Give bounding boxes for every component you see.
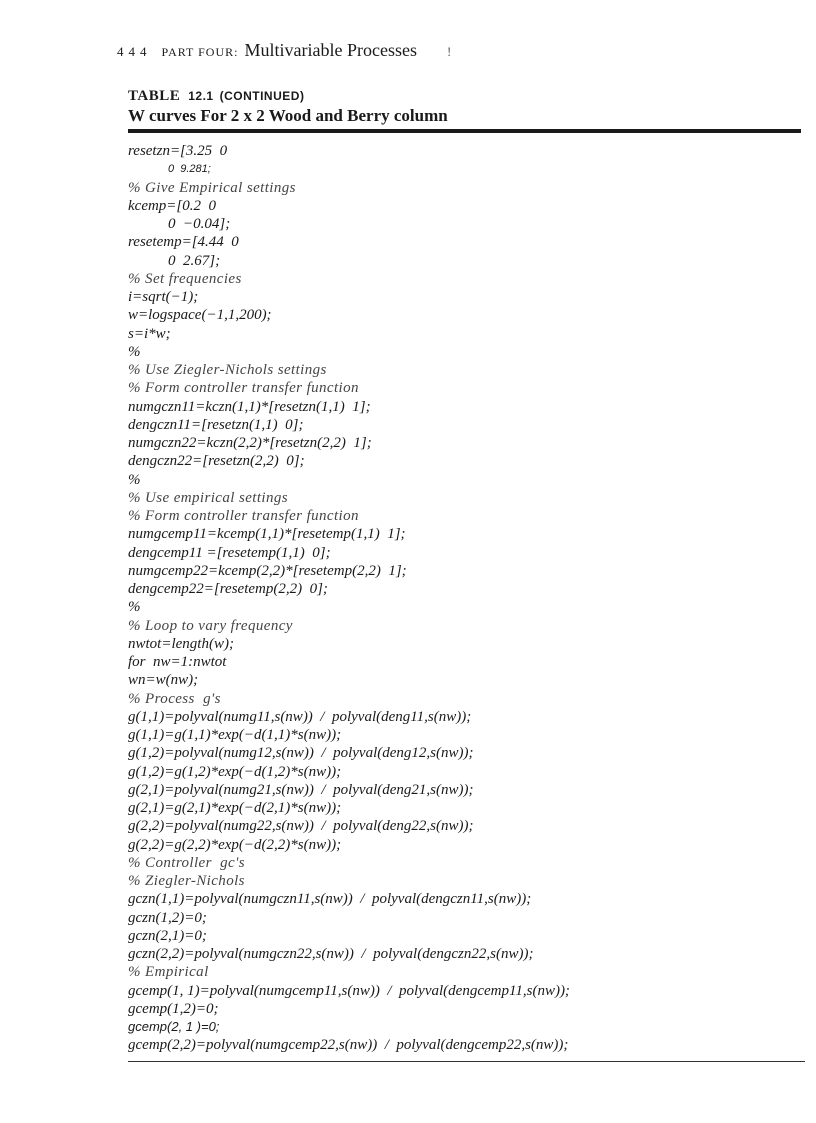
code-line: gczn(1,1)=polyval(numgczn11,s(nw)) / polyval(dengczn11,s(nw)); — [128, 891, 532, 908]
code-line: for nw=1:nwtot — [128, 654, 227, 670]
code-line: dengczn11=[resetzn(1,1) 0]; — [128, 416, 304, 433]
table-title: W curves For 2 x 2 Wood and Berry column — [128, 106, 448, 125]
code-line: gcemp(2,2)=polyval(numgcemp22,s(nw)) / polyval(dengcemp22,s(nw)); — [128, 1037, 569, 1054]
code-line: % Loop to vary frequency — [128, 617, 293, 634]
code-line: % Empirical — [128, 964, 209, 981]
code-line: % — [128, 343, 141, 360]
code-line: g(2,1)=g(2,1)*exp(−d(2,1)*s(nw)); — [128, 800, 342, 816]
table-caption — [128, 88, 448, 126]
code-line: dengcemp11 =[resetemp(1,1) 0]; — [128, 544, 331, 561]
code-line: dengcemp22=[resetemp(2,2) 0]; — [128, 581, 328, 597]
code-line: g(1,2)=g(1,2)*exp(−d(1,2)*s(nw)); — [128, 763, 342, 780]
stray-mark: ! — [446, 44, 452, 59]
table-top-rule — [128, 129, 801, 133]
code-line: g(2,1)=polyval(numg21,s(nw)) / polyval(deng21,s(nw)); — [128, 781, 474, 798]
code-line: g(1,2)=polyval(numg12,s(nw)) / polyval(deng12,s(nw)); — [128, 745, 474, 762]
code-line: numgcemp22=kcemp(2,2)*[resetemp(2,2) 1]; — [128, 562, 407, 579]
code-line: % Form controller transfer function — [128, 380, 359, 397]
code-line: g(2,2)=g(2,2)*exp(−d(2,2)*s(nw)); — [128, 836, 342, 853]
code-line: gczn(2,2)=polyval(numgczn22,s(nw)) / polyval(dengczn22,s(nw)); — [128, 946, 534, 962]
code-line: gczn(2,1)=0; — [128, 927, 207, 944]
code-line: resetemp=[4.44 0 — [128, 234, 239, 251]
code-line: dengczn22=[resetzn(2,2) 0]; — [128, 453, 305, 470]
code-line: gcemp(2, 1 )=0; — [128, 1019, 220, 1034]
code-line: w=logspace(−1,1,200); — [128, 307, 272, 324]
code-line: % — [128, 471, 141, 488]
code-line: numgcemp11=kcemp(1,1)*[resetemp(1,1) 1]; — [128, 526, 406, 543]
table-bottom-rule — [128, 1061, 805, 1062]
code-line: gcemp(1,2)=0; — [128, 1000, 219, 1017]
code-line: i=sqrt(−1); — [128, 289, 199, 305]
code-line: % — [128, 599, 141, 616]
code-line: % Ziegler-Nichols — [128, 873, 245, 889]
code-line: % Give Empirical settings — [128, 179, 296, 196]
code-line: % Process g's — [128, 690, 221, 707]
table-number: 12.1 — [188, 89, 214, 103]
code-listing — [128, 142, 798, 1055]
code-line: numgczn22=kczn(2,2)*[resetzn(2,2) 1]; — [128, 435, 372, 451]
page-number: 444 — [117, 44, 152, 59]
code-line: % Use Ziegler-Nichols settings — [128, 362, 327, 378]
running-header — [117, 40, 451, 62]
chapter-title: Multivariable Processes — [244, 40, 417, 60]
code-line: g(2,2)=polyval(numg22,s(nw)) / polyval(deng22,s(nw)); — [128, 818, 474, 835]
code-line: % Controller gc's — [128, 854, 245, 871]
code-line: nwtot=length(w); — [128, 635, 234, 652]
code-line: kcemp=[0.2 0 — [128, 197, 217, 214]
part-label: PART FOUR: — [161, 45, 239, 59]
code-line: gcemp(1, 1)=polyval(numgcemp11,s(nw)) / polyval(dengcemp11,s(nw)); — [128, 982, 570, 999]
code-line: g(1,1)=g(1,1)*exp(−d(1,1)*s(nw)); — [128, 727, 342, 743]
code-line: s=i*w; — [128, 325, 171, 342]
code-line: % Use empirical settings — [128, 489, 288, 506]
code-line: numgczn11=kczn(1,1)*[resetzn(1,1) 1]; — [128, 398, 371, 415]
table-continued: (CONTINUED) — [219, 89, 305, 103]
code-line: % Set frequencies — [128, 270, 242, 287]
code-line: resetzn=[3.25 0 — [128, 143, 228, 159]
table-label-line — [128, 88, 448, 105]
code-line: g(1,1)=polyval(numg11,s(nw)) / polyval(deng11,s(nw)); — [128, 708, 472, 725]
code-line: gczn(1,2)=0; — [128, 909, 207, 926]
table-label: TABLE — [128, 88, 181, 104]
code-line: % Form controller transfer function — [128, 508, 359, 524]
code-line: 0 9.281; — [168, 163, 211, 176]
code-line: 0 2.67]; — [168, 252, 221, 269]
code-line: wn=w(nw); — [128, 672, 199, 689]
code-line: 0 −0.04]; — [168, 216, 231, 232]
